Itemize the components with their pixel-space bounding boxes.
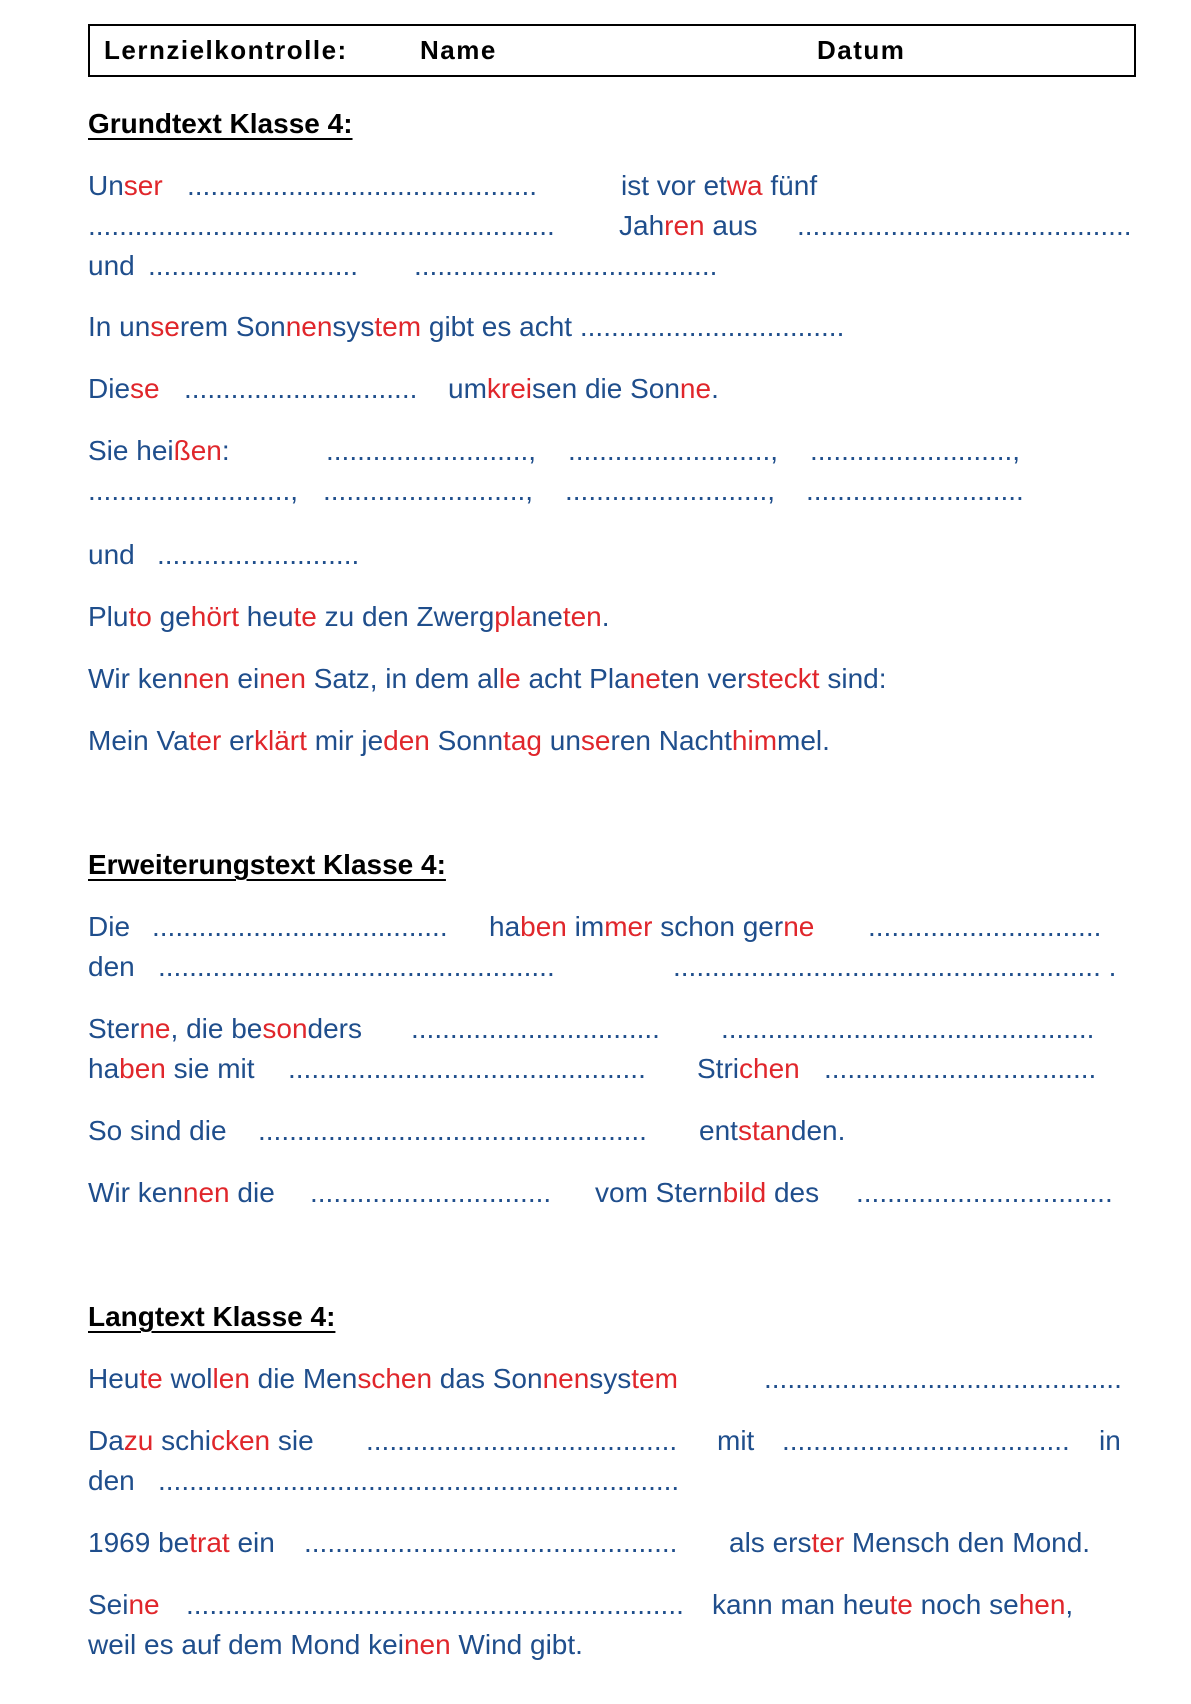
blank[interactable]: ........................................ (366, 1425, 678, 1456)
blank[interactable]: .........................., (565, 475, 776, 506)
erweiterung-heading: Erweiterungstext Klasse 4: (88, 849, 446, 880)
blank[interactable]: ................................................................ (186, 1589, 684, 1620)
grundtext-line-5: Diese .............................. umkreisen die Sonne. (88, 373, 719, 404)
erweiterung-line-3: Sterne, die besonders ................................ ................................................ (88, 1013, 1095, 1044)
langtext-line-6: weil es auf dem Mond keinen Wind gibt. (88, 1629, 583, 1660)
blank[interactable]: ..................................... (782, 1425, 1070, 1456)
header-box (88, 24, 1136, 77)
erweiterung-line-6: Wir kennen die ............................... vom Sternbild des ................................. (88, 1177, 1113, 1208)
erweiterung-line-5: So sind die .................................................. entstanden. (88, 1115, 846, 1146)
langtext-line-2: Dazu schicken sie ........................................ mit ..................................... in (88, 1425, 1121, 1456)
langtext-line-4: 1969 betrat ein ................................................ als erster Mensch den Mond. (88, 1527, 1091, 1558)
blank[interactable]: ........................................... (797, 210, 1132, 241)
erweiterung-line-4: haben sie mit .............................................. Strichen ................................... (88, 1053, 1097, 1084)
blank[interactable]: .............................................. (764, 1363, 1122, 1394)
blank[interactable]: .........................., (810, 435, 1021, 466)
grundtext-line-6: Sie heißen: .........................., .........................., .........................., (88, 435, 1021, 466)
grundtext-line-11: Mein Vater erklärt mir jeden Sonntag unseren Nachthimmel. (88, 725, 830, 756)
blank[interactable]: ................................................ (721, 1013, 1095, 1044)
blank[interactable]: .............................. (868, 911, 1102, 942)
grundtext-line-9: Pluto gehört heute zu den Zwergplaneten. (88, 601, 610, 632)
grundtext-heading: Grundtext Klasse 4: (88, 108, 353, 139)
grundtext-line-4: In unserem Sonnensystem gibt es acht .................................. (88, 311, 845, 342)
blank[interactable]: .............................................. (288, 1053, 646, 1084)
blank[interactable]: ....................................................... . (673, 951, 1117, 982)
blank[interactable]: .........................., (88, 475, 299, 506)
blank[interactable]: ................................................................... (158, 1465, 680, 1496)
blank[interactable]: .........................., (323, 475, 534, 506)
blank[interactable]: ............................................. (187, 170, 538, 201)
blank[interactable]: ........................... (148, 250, 359, 281)
grundtext-line-7 (88, 477, 1148, 509)
blank[interactable]: ...................................... (152, 911, 448, 942)
blank[interactable]: .........................., (326, 435, 537, 466)
langtext-heading: Langtext Klasse 4: (88, 1301, 336, 1332)
langtext-line-1: Heute wollen die Menschen das Sonnensystem .............................................. (88, 1363, 1122, 1394)
blank[interactable]: ............................................................ (88, 210, 555, 241)
header-title: Lernzielkontrolle: (104, 35, 348, 65)
blank[interactable]: ................................................ (304, 1527, 678, 1558)
erweiterung-line-1: Die ...................................... haben immer schon gerne .............................. (88, 911, 1102, 942)
blank[interactable]: .........................., (568, 435, 779, 466)
blank[interactable]: ................................ (411, 1013, 660, 1044)
grundtext-line-2: ............................................................ Jahren aus ........................................... (88, 210, 1132, 241)
langtext-line-3: den ................................................................... (88, 1465, 680, 1496)
grundtext-line-8: und .......................... (88, 539, 360, 570)
grundtext-line-3: und ........................... ....................................... (88, 250, 718, 281)
header-date-label: Datum (817, 35, 906, 65)
blank[interactable]: .............................. (184, 373, 418, 404)
blank[interactable]: .......................... (157, 539, 360, 570)
blank[interactable]: ................................. (856, 1177, 1113, 1208)
blank[interactable]: ................................................... (158, 951, 555, 982)
blank[interactable]: ....................................... (414, 250, 718, 281)
blank[interactable]: ............................... (310, 1177, 552, 1208)
blank[interactable]: ............................ (806, 475, 1024, 506)
grundtext-line-10: Wir kennen einen Satz, in dem alle acht Planeten versteckt sind: (88, 663, 887, 694)
blank[interactable]: ................................... (824, 1053, 1097, 1084)
grundtext-line-1: Unser ............................................. ist vor etwa fünf (88, 170, 818, 201)
langtext-line-5: Seine ................................................................ kann man heute noch sehen, (88, 1589, 1074, 1620)
blank[interactable]: .................................. (579, 311, 845, 342)
blank[interactable]: .................................................. (258, 1115, 647, 1146)
erweiterung-line-2: den ................................................... ....................................................... . (88, 951, 1117, 982)
header-name-label: Name (420, 35, 497, 65)
